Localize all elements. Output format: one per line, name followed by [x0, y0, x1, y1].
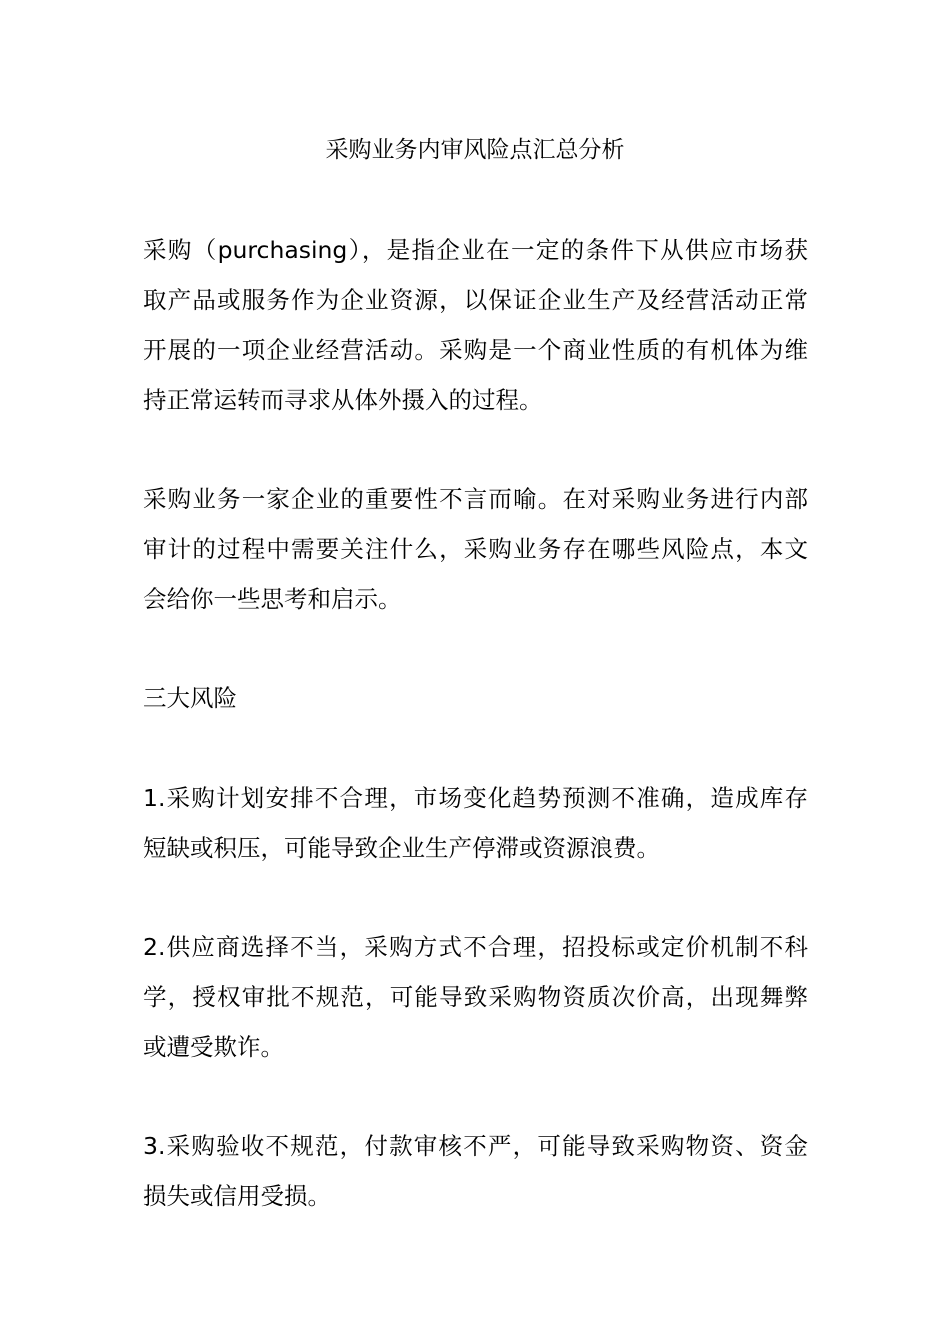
paragraph-line: 会给你一些思考和启示。: [143, 585, 402, 613]
risk-item-1: [143, 773, 808, 873]
paragraph-purchasing-definition: [143, 225, 808, 425]
paragraph-line: 损失或信用受损。: [143, 1182, 331, 1210]
document-title: 采购业务内审风险点汇总分析: [325, 137, 625, 163]
section-heading-three-risks: [143, 673, 808, 723]
paragraph-line: 采购（purchasing），是指企业在一定的条件下从供应市场获: [143, 236, 808, 264]
risk-item-3: [143, 1121, 808, 1221]
paragraph-line: 短缺或积压，可能导致企业生产停滞或资源浪费。: [143, 834, 660, 862]
paragraph-line: 学，授权审批不规范，可能导致采购物资质次价高，出现舞弊: [143, 983, 808, 1011]
paragraph-importance: [143, 474, 808, 624]
paragraph-line: 审计的过程中需要关注什么，采购业务存在哪些风险点，本文: [143, 535, 808, 563]
paragraph-line: 或遭受欺诈。: [143, 1033, 284, 1061]
paragraph-line: 持正常运转而寻求从体外摄入的过程。: [143, 386, 543, 414]
paragraph-line: 取产品或服务作为企业资源，以保证企业生产及经营活动正常: [143, 286, 808, 314]
paragraph-line: 1.采购计划安排不合理，市场变化趋势预测不准确，造成库存: [143, 784, 808, 812]
paragraph-line: 2.供应商选择不当，采购方式不合理，招投标或定价机制不科: [143, 933, 808, 961]
paragraph-line: 开展的一项企业经营活动。采购是一个商业性质的有机体为维: [143, 336, 808, 364]
risk-item-2: [143, 922, 808, 1072]
section-heading-text: 三大风险: [143, 684, 237, 712]
paragraph-line: 采购业务一家企业的重要性不言而喻。在对采购业务进行内部: [143, 485, 808, 513]
paragraph-line: 3.采购验收不规范，付款审核不严，可能导致采购物资、资金: [143, 1132, 808, 1160]
